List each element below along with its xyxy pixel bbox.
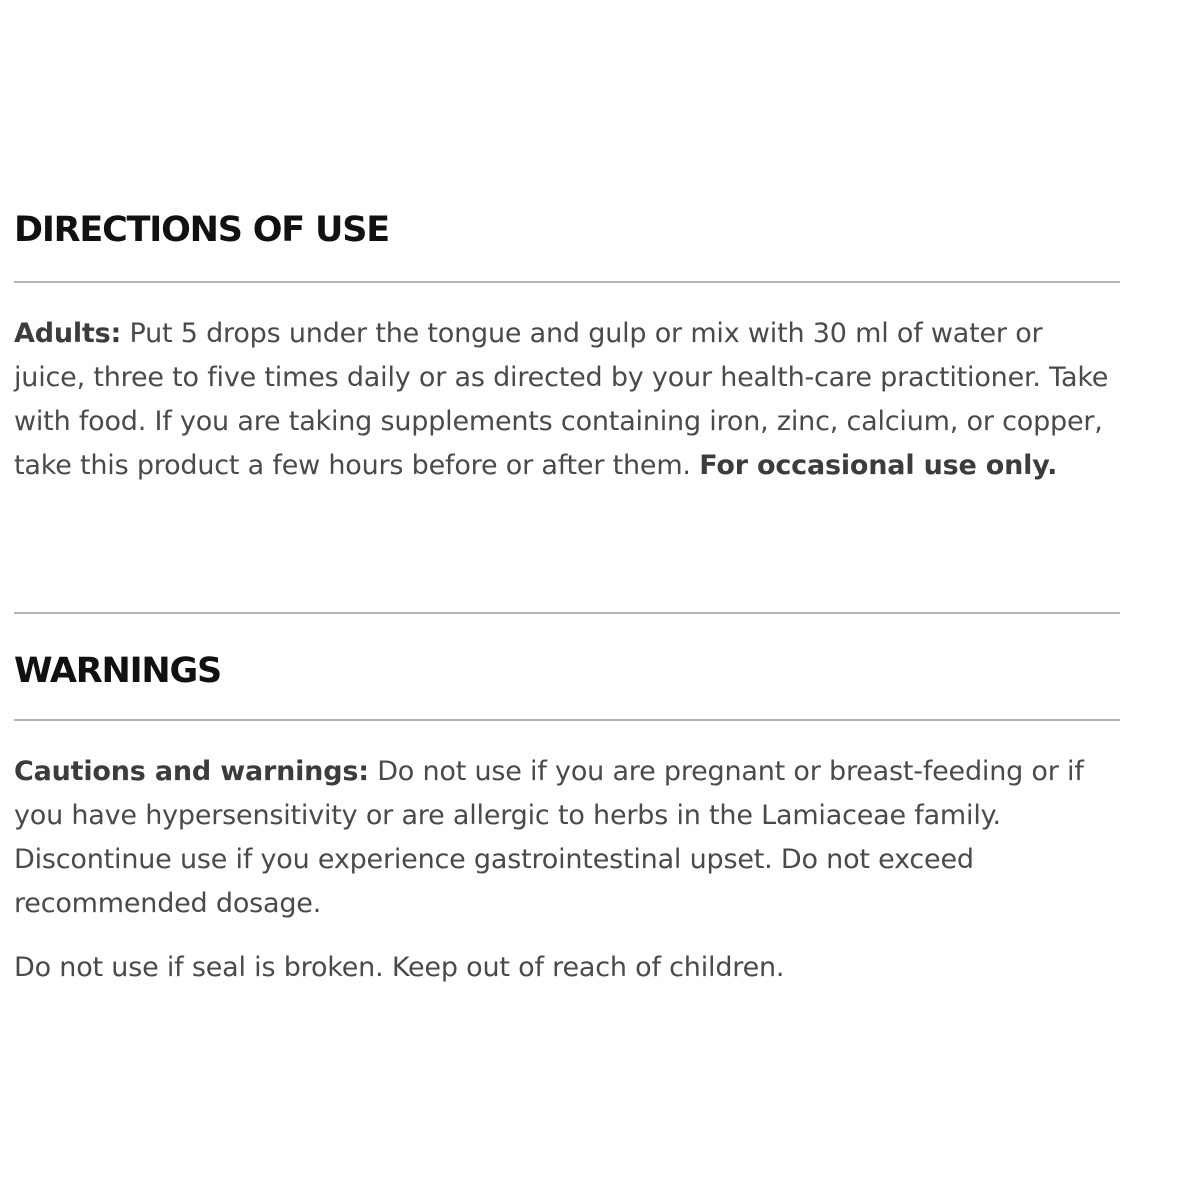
divider (14, 281, 1120, 283)
directions-lead: Adults: (14, 318, 122, 349)
directions-paragraph (14, 312, 1114, 488)
divider (14, 719, 1120, 721)
warnings-text: Do not use if you are pregnant or breast-feeding or if you have hypersensitivity or are allergic to herbs in the Lamiaceae family. Discontinue use if you experience gastrointestinal upset. Do not exceed recommended dosage. (14, 756, 1084, 919)
directions-text: Put 5 drops under the tongue and gulp or mix with 30 ml of water or juice, three to five times daily or as directed by your health-care practitioner. Take with food. If you are taking supplements containing iron, zinc, calcium, or copper, take this product a few hours before or after them. (14, 318, 1109, 481)
warnings-heading: WARNINGS (14, 651, 222, 691)
directions-emphasis: For occasional use only. (699, 450, 1058, 481)
warnings-note: Do not use if seal is broken. Keep out of reach of children. (14, 952, 785, 983)
warnings-paragraph (14, 750, 1114, 926)
warnings-lead: Cautions and warnings: (14, 756, 369, 787)
directions-heading: DIRECTIONS OF USE (14, 210, 389, 250)
divider (14, 612, 1120, 614)
